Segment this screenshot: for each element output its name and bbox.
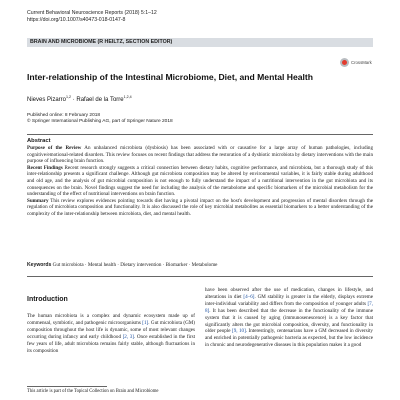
- abstract-summary: [27, 198, 373, 218]
- citation-link[interactable]: [4–6]: [243, 293, 255, 300]
- abstract-findings: [27, 165, 373, 198]
- journal-meta: [27, 10, 157, 24]
- publication-info: [27, 113, 173, 125]
- introduction-heading: Introduction: [27, 296, 68, 303]
- published-date: Published online: 8 February 2018: [27, 113, 101, 118]
- purpose-text: An unbalanced microbiota (dysbiosis) has been associated with or causative for a large array of human pathologies, including cognitive/emotional-related disorders. This review focuses on recent findings that address the restoration of a dysbiotic microbiota by dietary interventions with the main purpose of influencing brain function.: [27, 145, 374, 165]
- divider: [27, 276, 373, 277]
- keywords-label: Keywords: [27, 262, 52, 268]
- copyright-line: © Springer International Publishing AG, part of Springer Nature 2018: [27, 119, 173, 125]
- doi-link[interactable]: https://doi.org/10.1007/s40473-018-0147-8: [27, 17, 126, 23]
- crossmark-icon: [340, 58, 349, 67]
- author-name[interactable]: Nieves Pizarro: [27, 97, 67, 103]
- citation-link[interactable]: [9, 10]: [232, 328, 246, 335]
- body-text: . Interestingly, centenarians have a GM decreased in diversity and enriched in potentially pathogenic bacteria as expected, but the low incidence in chronic and neurodegenerative diseases in this population makes it a good: [205, 328, 373, 349]
- keywords-text: Gut microbiota · Mental health · Dietary intervention · Biomarker · Metabolome: [52, 262, 218, 268]
- abstract-purpose: [27, 145, 373, 165]
- crossmark-badge[interactable]: [340, 58, 372, 67]
- body-text: The human microbiota is a complex and dynamic ecosystem made up of commensal, symbiotic, and pathogenic microorganisms: [27, 313, 195, 326]
- introduction-right-column: [205, 287, 373, 349]
- body-text: . Gut microbiota (GM) composition throughout the host life is dynamic, some of most relevant changes occurring during infancy and early childhood: [27, 319, 195, 340]
- divider: [27, 134, 373, 135]
- journal-citation: Current Behavioral Neuroscience Reports (2018) 5:1–12: [27, 10, 157, 16]
- citation-link[interactable]: [1]: [142, 319, 149, 326]
- section-bar: BRAIN AND MICROBIOME (R HEILTZ, SECTION EDITOR): [27, 38, 373, 47]
- abstract: [27, 138, 373, 218]
- body-text: have been observed after the use of medication, changes in lifestyle, and alterations in diet: [205, 287, 373, 300]
- affiliation-marker: 1,2: [66, 95, 72, 99]
- footnote: This article is part of the Topical Collection on Brain and Microbiome: [27, 389, 159, 394]
- article-title: Inter-relationship of the Intestinal Microbiome, Diet, and Mental Health: [27, 72, 314, 82]
- author-name[interactable]: Rafael de la Torre: [76, 97, 124, 103]
- purpose-label: Purpose of the Review: [27, 145, 82, 152]
- footnote-divider: [27, 386, 107, 387]
- citation-link[interactable]: [7, 8]: [205, 300, 373, 314]
- findings-label: Recent Findings: [27, 164, 63, 171]
- affiliation-marker: 1,2,4: [123, 95, 132, 99]
- introduction-left-column: [27, 313, 195, 354]
- author-list: [27, 95, 132, 103]
- body-text: . GM stability is greater in the elderly, displays extreme inter-individual variability and differs from the composition of younger adults: [205, 293, 373, 307]
- body-text: . It has been described that the decrease in the functionality of the immune system that it is caused by aging (immunosenescence) is a key factor that significantly alters the gut microbial composition, diversity, and functionality in older people: [205, 307, 373, 335]
- citation-link[interactable]: [2, 3]: [122, 333, 134, 340]
- keywords: [27, 262, 373, 268]
- findings-text: Recent research strongly suggests a critical connection between dietary habits, cognitive performance, and microbiota, but a thorough study of this inter-relationship presents a significant challenge. Although gut microbiota composition may be altered by environmental variables, it is fairly stable during adulthood and old age, and the analysis of gut microbial composition is not enough to fully understand the impact of a nutritional intervention in the gut microbiota and its consequences on the brain. Novel findings suggest the need for including the analysis of the metabolome and specific biomarkers of the microbial metabolism for the understanding of the effect of nutritional interventions on brain function.: [27, 164, 373, 198]
- summary-label: Summary: [27, 197, 49, 204]
- crossmark-label: CrossMark: [351, 60, 372, 65]
- author-separator: ·: [72, 97, 75, 103]
- body-text: . Once established in the first few years of life, adult microbiota remains fairly stable, although fluctuations in its composition: [27, 333, 195, 354]
- abstract-heading: Abstract: [27, 138, 51, 144]
- summary-text: This review explores evidences pointing towards diet having a pivotal impact on the host's development and progression of mental disorders through the regulation of microbiota composition and functionality. It is also discussed the role of key microbial metabolites as essential biomarkers to a better understanding of the complexity of the inter-relationship between microbiota, diet, and mental health.: [27, 197, 373, 218]
